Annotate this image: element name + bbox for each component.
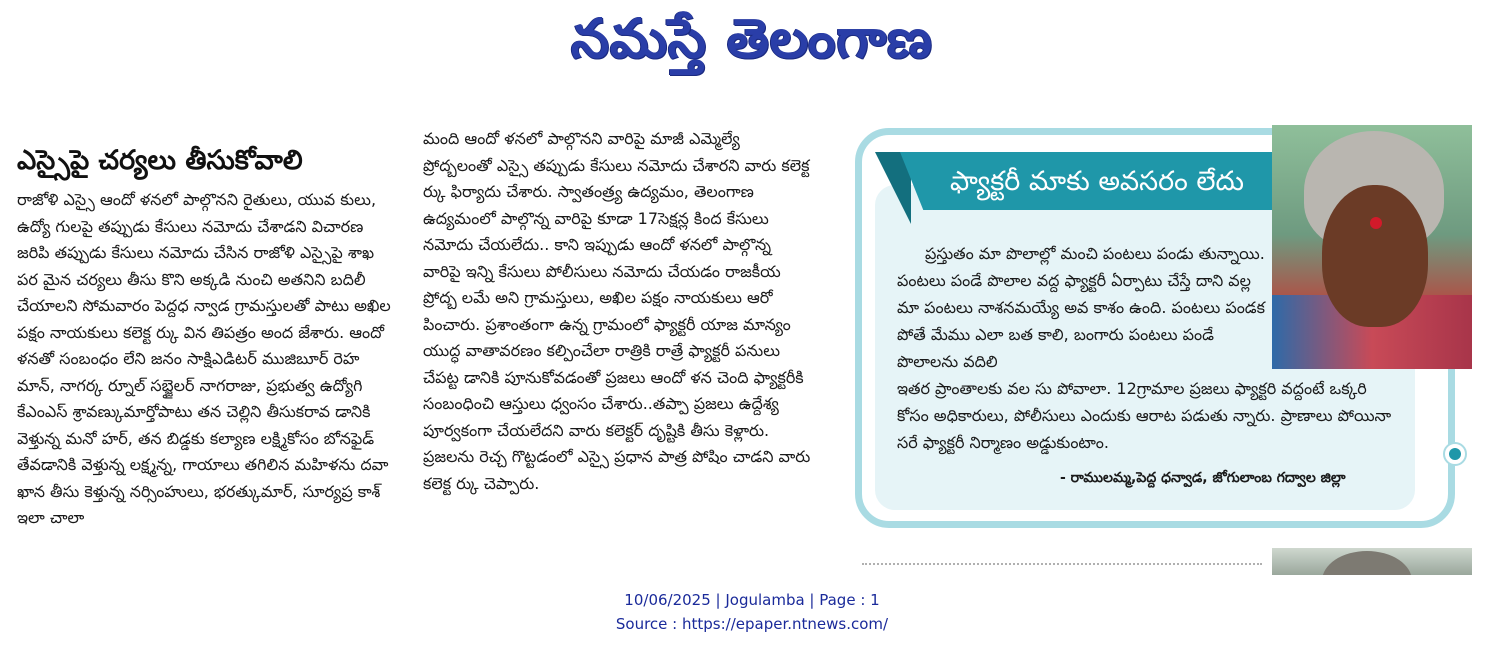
photo-face [1322, 185, 1428, 327]
photo-bindi [1370, 217, 1382, 229]
quote-banner-title: ఫ్యాక్టరీ మాకు అవసరం లేదు [950, 166, 1244, 197]
article-headline: ఎస్సైపై చర్యలు తీసుకోవాలి [17, 145, 303, 176]
left-article [17, 143, 397, 532]
quote-text-part2: ఇతర ప్రాంతాలకు వల సు పోవాలా. 12గ్రామాల ప్రజలు ఫ్యాక్టరి వద్దంటే ఒక్కరి కోసం అధికారులు, పోలీసులు ఎందుకు ఆరాట పడుతు న్నారు. ప్రాణాలు పోయినా సరే ఫ్యాక్టరీ నిర్మాణం అడ్డుకుంటాం. [897, 379, 1392, 452]
footer-date-edition: 10/06/2025 | Jogulamba | Page : 1 [624, 591, 880, 609]
section-divider [862, 563, 1262, 565]
article-body: రాజోళి ఎస్సై ఆందో ళనలో పాల్గొనని రైతులు, యువ కులు, ఉద్యో గులపై తప్పుడు కేసులు నమోదు చేశాడని విచారణ జరిపి తప్పుడు కేసులు నమోదు చేసిన రాజోళి ఎస్సైపై శాఖ పర మైన చర్యలు తీసు కొని అక్కడి నుంచి అతనిని బదిలీ చేయాలని సోమవారం పెద్దధ న్వాడ గ్రామస్తులతో పాటు అఖిల పక్షం నాయకులు కలెక్ట ర్కు విన తిపత్రం అంద జేశారు. ఆందో ళనతో సంబంధం లేని జనం సాక్షిఎడిటర్ ముజిబూర్ రెహ మాన్, నాగర్క ర్నూల్ సబ్జైలర్ నాగరాజు, ప్రభుత్వ ఉద్యోగి కేఎంఎస్ శ్రావణ్కుమార్తోపాటు తన చెల్లిని తీసుకరావ డానికి వెళ్తున్న మనో హర్, తన బిడ్డకు కల్యాణ లక్ష్మికోసం బోనఫైడ్ తేవడానికి వెళ్తున్న లక్ష్మన్న, గాయాలు తగిలిన మహిళను దవా ఖాన తీసు కెళ్తున్న నర్సింహులు, భరత్కుమార్, సూర్యప్ర కాశ్ ఇలా చాలా [17, 190, 391, 527]
quote-attribution: - రాములమ్మ,పెద్ద ధన్వాడ, జోగులాంబ గద్వాల జిల్లా [1060, 470, 1346, 486]
footer-source-link[interactable]: Source : https://epaper.ntnews.com/ [615, 615, 889, 633]
middle-column [423, 126, 813, 497]
article-continuation: మంది ఆందో ళనలో పాల్గొనని వారిపై మాజీ ఎమ్మెల్యే ప్రోద్బలంతో ఎస్సై తప్పుడు కేసులు నమోదు చేశారని వారు కలెక్ట ర్కు ఫిర్యాదు చేశారు. స్వాతంత్ర్య ఉద్యమం, తెలంగాణ ఉద్యమంలో పాల్గొన్న వారిపై కూడా 17సెక్షన్ల కింద కేసులు నమోదు చేయలేదు.. కాని ఇప్పుడు ఆందో ళనలో పాల్గొన్న వారిపై ఇన్ని కేసులు పోలీసులు నమోదు చేయడం రాజకీయ ప్రోద్బ లమే అని గ్రామస్తులు, అఖిల పక్షం నాయకులు ఆరో పించారు. ప్రశాంతంగా ఉన్న గ్రామంలో ఫ్యాక్టరీ యాజ మాన్యం యుద్ధ వాతావరణం కల్పించేలా రాత్రికి రాత్రే ఫ్యాక్టరీ పనులు చేపట్ట డానికి పూనుకోవడంతో ప్రజలు ఆందో ళన చెంది ఫ్యాక్టరీకి సంబంధించి ఆస్తులు ధ్వంసం చేశారు..తప్పా ప్రజలు ఉద్దేశ్య పూర్వకంగా చేయలేదని వారు కలెక్టర్ దృష్టికి తీసు కెళ్లారు. ప్రజలను రెచ్చ గొట్టడంలో ఎస్సై ప్రధాన పాత్ర పోషిం చాడని వారు కలెక్ట ర్కు చెప్పారు. [423, 129, 811, 493]
page-footer [0, 588, 1504, 636]
cropped-photo [1272, 548, 1472, 575]
quote-text-part1: ప్రస్తుతం మా పొలాల్లో మంచి పంటలు పండు తున్నాయి. పంటలు పండే పొలాల వద్ద ఫ్యాక్టరీ ఏర్పాటు చేస్తే దాని వల్ల మా పంటలు నాశనమయ్యే అవ కాశం ఉంది. పంటలు పండక పోతే మేము ఎలా బత కాలి, బంగారు పంటలు పండే పొలాలను వదిలి [897, 244, 1266, 371]
woman-portrait-photo [1272, 125, 1472, 369]
newspaper-logo: నమస్తే తెలంగాణ [571, 7, 933, 70]
masthead [0, 0, 1504, 80]
decorative-dot-icon [1443, 442, 1467, 466]
